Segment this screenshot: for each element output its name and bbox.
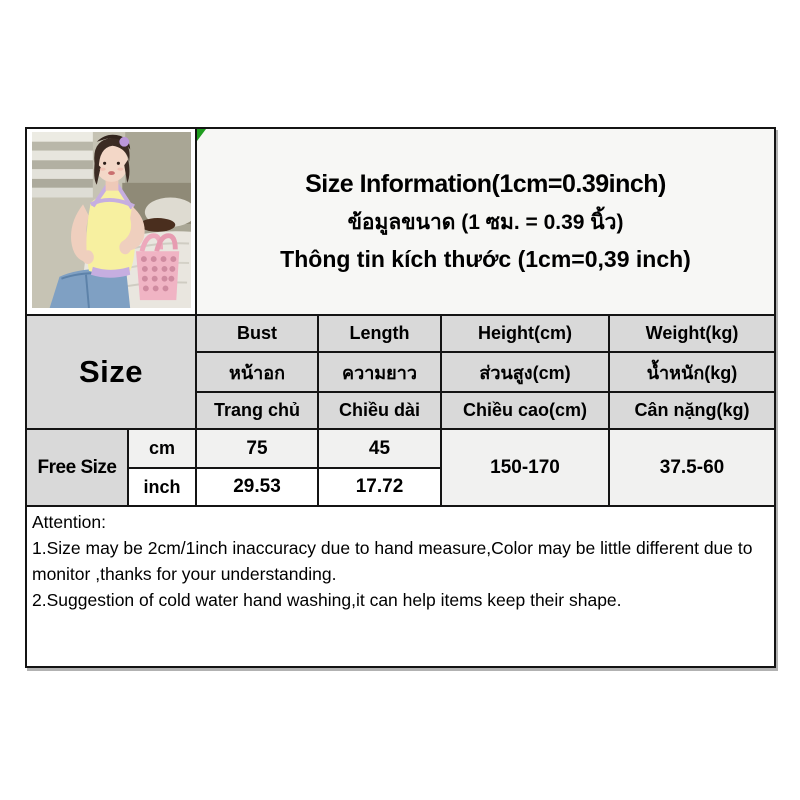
- row-label-free-size: Free Size: [27, 430, 127, 505]
- title-english: Size Information(1cm=0.39inch): [305, 170, 666, 198]
- title-vietnamese: Thông tin kích thước (1cm=0,39 inch): [280, 246, 691, 272]
- header-bust-en: Bust: [197, 316, 317, 351]
- header-length-en: Length: [319, 316, 440, 351]
- attention-heading: Attention:: [32, 512, 106, 532]
- title-cell: [197, 129, 774, 314]
- header-bust-th: หน้าอก: [197, 353, 317, 391]
- title-thai: ข้อมูลขนาด (1 ซม. = 0.39 นิ้ว): [347, 211, 624, 234]
- attention-note: [27, 507, 774, 666]
- product-photo: [27, 129, 195, 314]
- header-height-en: Height(cm): [442, 316, 608, 351]
- value-weight-range: 37.5-60: [610, 430, 774, 505]
- header-height-vi: Chiều cao(cm): [442, 393, 608, 428]
- unit-cm: cm: [129, 430, 195, 467]
- header-length-th: ความยาว: [319, 353, 440, 391]
- value-height-range: 150-170: [442, 430, 608, 505]
- value-length-cm: 45: [319, 430, 440, 467]
- unit-inch: inch: [129, 469, 195, 505]
- header-weight-th: น้ำหนัก(kg): [610, 353, 774, 391]
- size-chart-table: [25, 127, 776, 668]
- size-corner-label: Size: [27, 316, 195, 428]
- header-weight-en: Weight(kg): [610, 316, 774, 351]
- value-bust-cm: 75: [197, 430, 317, 467]
- attention-line-2: 2.Suggestion of cold water hand washing,it can help items keep their shape.: [32, 590, 622, 610]
- header-weight-vi: Cân nặng(kg): [610, 393, 774, 428]
- header-height-th: ส่วนสูง(cm): [442, 353, 608, 391]
- value-bust-inch: 29.53: [197, 469, 317, 505]
- header-length-vi: Chiều dài: [319, 393, 440, 428]
- value-length-inch: 17.72: [319, 469, 440, 505]
- model-photo-illustration: [32, 132, 191, 308]
- attention-line-1: 1.Size may be 2cm/1inch inaccuracy due to hand measure,Color may be little different due to monitor ,thanks for your understanding.: [32, 538, 753, 584]
- green-corner-marker-icon: [197, 129, 206, 141]
- header-bust-vi: Trang chủ: [197, 393, 317, 428]
